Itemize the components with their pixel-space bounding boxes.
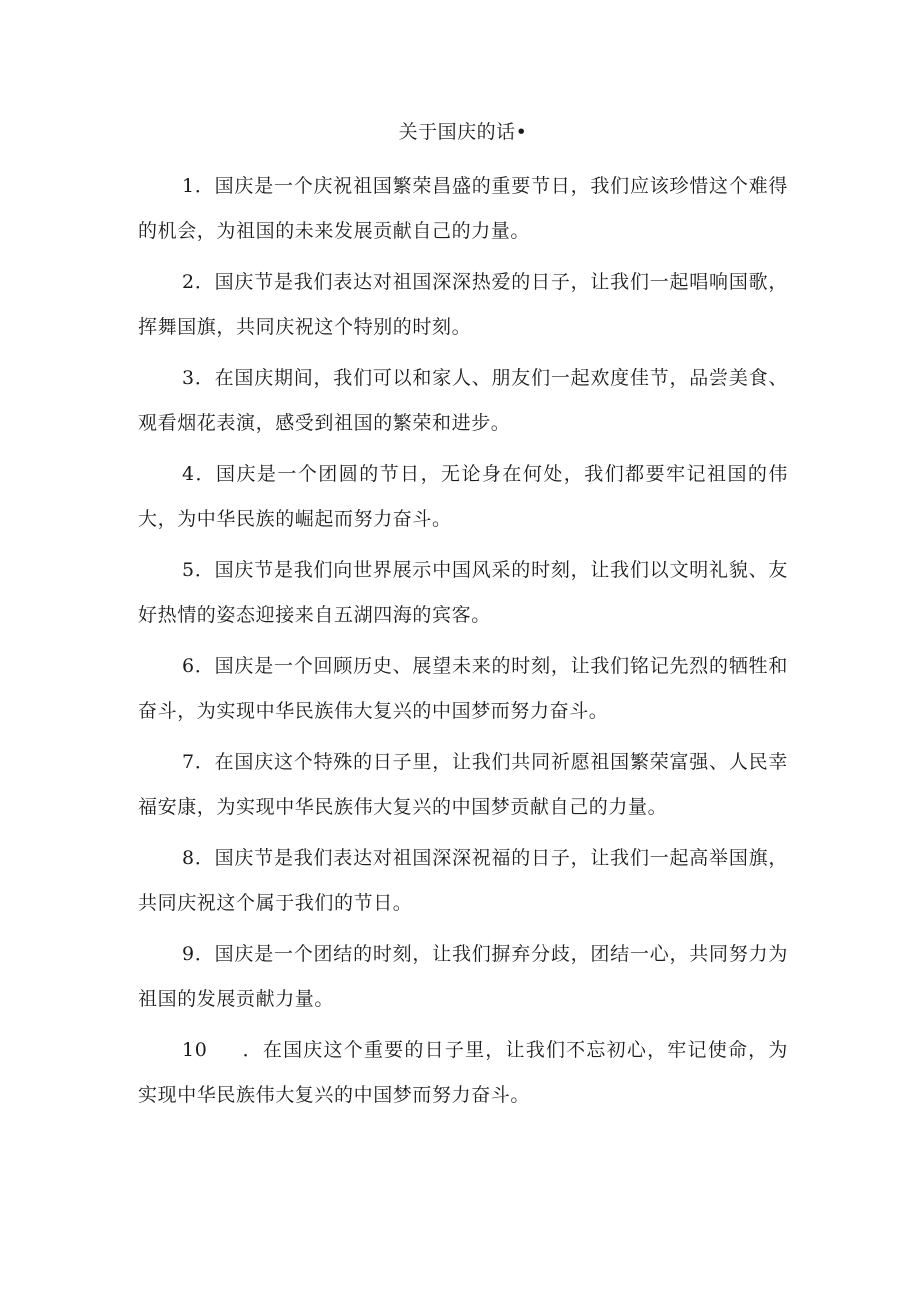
document-title: 关于国庆的话• bbox=[398, 121, 528, 143]
item-text: ．在国庆这个特殊的日子里，让我们共同祈愿祖国繁荣富强、人民幸福安康，为实现中华民族伟大复兴的中国梦贡献自己的力量。 bbox=[138, 751, 788, 818]
item-number: 6 bbox=[182, 655, 195, 677]
list-item bbox=[138, 356, 788, 446]
item-number: 2 bbox=[182, 271, 195, 293]
list-item bbox=[138, 548, 788, 638]
item-number: 5 bbox=[182, 559, 195, 581]
list-item bbox=[138, 452, 788, 542]
list-item bbox=[138, 1028, 788, 1118]
item-text: ．在国庆期间，我们可以和家人、朋友们一起欢度佳节，品尝美食、观看烟花表演，感受到祖国的繁荣和进步。 bbox=[138, 367, 788, 434]
item-number: 4 bbox=[182, 463, 195, 485]
item-text: ．在国庆这个重要的日子里，让我们不忘初心，牢记使命，为实现中华民族伟大复兴的中国梦而努力奋斗。 bbox=[138, 1039, 788, 1106]
list-item bbox=[138, 164, 788, 254]
item-number: 3 bbox=[182, 367, 195, 389]
item-text: ．国庆是一个庆祝祖国繁荣昌盛的重要节日，我们应该珍惜这个难得的机会，为祖国的未来发展贡献自己的力量。 bbox=[138, 175, 788, 242]
item-number: 7 bbox=[182, 751, 195, 773]
list-item bbox=[138, 260, 788, 350]
item-text: ．国庆是一个回顾历史、展望未来的时刻，让我们铭记先烈的牺牲和奋斗，为实现中华民族伟大复兴的中国梦而努力奋斗。 bbox=[138, 655, 788, 722]
list-item bbox=[138, 740, 788, 830]
item-number: 1 bbox=[182, 175, 195, 197]
list-item bbox=[138, 836, 788, 926]
item-number: 10 bbox=[182, 1039, 208, 1061]
item-text: ．国庆节是我们表达对祖国深深祝福的日子，让我们一起高举国旗，共同庆祝这个属于我们的节日。 bbox=[138, 847, 788, 914]
item-number: 8 bbox=[182, 847, 195, 869]
item-text: ．国庆是一个团圆的节日，无论身在何处，我们都要牢记祖国的伟大，为中华民族的崛起而努力奋斗。 bbox=[138, 463, 788, 530]
list-item bbox=[138, 644, 788, 734]
item-number: 9 bbox=[182, 943, 195, 965]
item-text: ．国庆是一个团结的时刻，让我们摒弃分歧，团结一心，共同努力为祖国的发展贡献力量。 bbox=[138, 943, 788, 1010]
list-item bbox=[138, 932, 788, 1022]
item-text: ．国庆节是我们表达对祖国深深热爱的日子，让我们一起唱响国歌，挥舞国旗，共同庆祝这个特别的时刻。 bbox=[138, 271, 788, 338]
item-text: ．国庆节是我们向世界展示中国风采的时刻，让我们以文明礼貌、友好热情的姿态迎接来自五湖四海的宾客。 bbox=[138, 559, 788, 626]
